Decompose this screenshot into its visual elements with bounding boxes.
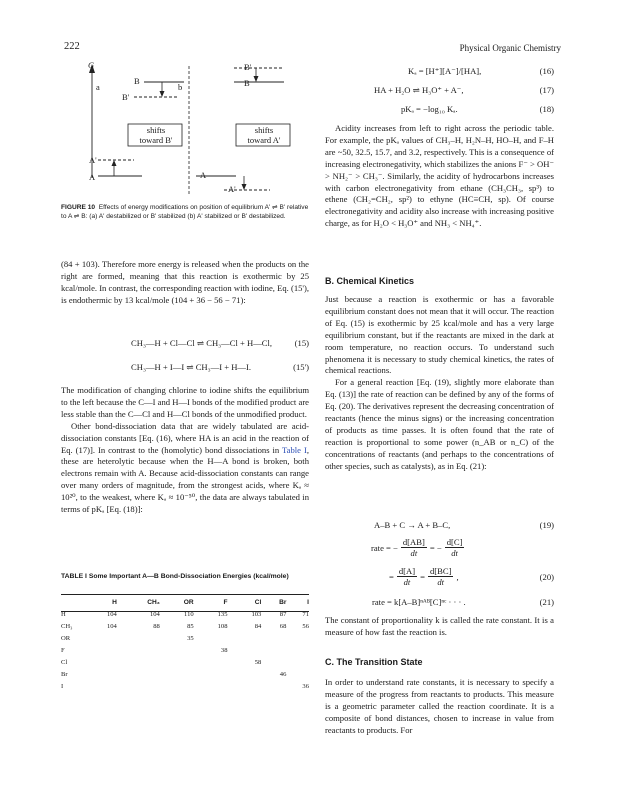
panel-b-label: b (178, 82, 183, 92)
left-paragraph-2: The modification of changing chlorine to iodine shifts the equilibrium to the left because the C—I and H—I bonds of the modified product are less stable than the C—Cl and H—Cl bonds of the unmodified product. (61, 385, 309, 419)
table-cell (194, 656, 228, 668)
fraction-dbc-dt (428, 566, 453, 587)
table-cell (261, 644, 286, 656)
table-body (61, 608, 309, 692)
table-row-label: Cl (61, 658, 68, 666)
left-paragraph-3-a: Other bond-dissociation data that are widely tabulated are acid-dissociation constants [Eq. (16), where HA is an acid in the reaction of Eq. (17)]. In contrast to the (homolytic) bond dissociations in (61, 420, 309, 455)
table-cell (286, 668, 309, 680)
table-cell: 38 (220, 646, 228, 654)
right-paragraph-4: The constant of proportionality k is called the rate constant. It is a measure of how fast the reaction is. (325, 615, 554, 637)
table-cell (160, 680, 194, 692)
table-row (61, 668, 309, 680)
equation-15-prime (131, 362, 309, 373)
g-label: G (88, 60, 95, 70)
equation-15 (131, 338, 309, 349)
table-cell (117, 644, 160, 656)
table-cell (117, 680, 160, 692)
equation-17-text: HA + H₂O ⇌ H₃O⁺ + A⁻, (374, 85, 464, 95)
box-b-text (238, 125, 290, 145)
table-cell (228, 680, 262, 692)
equation-21 (372, 597, 554, 607)
table-cell: 58 (254, 658, 262, 666)
table-cell: 88 (153, 622, 160, 630)
table-cell (261, 680, 286, 692)
table-cell (228, 632, 262, 644)
table-cell (83, 656, 117, 668)
table-cell: 87 (279, 610, 287, 618)
box-b-line1: shifts (254, 125, 274, 135)
figure-caption-text: Effects of energy modifications on position of equilibrium A' ⇌ B' relative to A ⇌ B: (a) A' destabilized or B' stabilized (b) A' stabilized or B' destabilized. (61, 204, 309, 220)
fraction-da-num: d[A] (398, 566, 416, 576)
table-cell (261, 632, 286, 644)
table-column-header: OR (183, 598, 194, 606)
level-A-b-label: A (200, 170, 207, 180)
table-cell (83, 644, 117, 656)
section-c-heading: C. The Transition State (325, 657, 423, 667)
table-cell (261, 656, 286, 668)
equation-17 (374, 85, 554, 96)
table-title: TABLE I Some Important A—B Bond-Dissociation Energies (kcal/mole) (61, 573, 289, 580)
table-cell: 103 (251, 610, 262, 618)
level-B-b-label: B (244, 78, 250, 88)
equation-20-number: (20) (539, 571, 554, 582)
fraction-dab-den: dt (410, 548, 418, 558)
right-paragraph-2: Just because a reaction is exothermic or has a favorable equilibrium constant does not mean that it will occur. The reaction of Eq. (15) is exothermic by 25 kcal/mole and has a very large equilibrium constant, but if the reactants are mixed in the dark at room temperature, no reaction occurs. To understand such phenomena it is necessary to study chemical kinetics, the rates of chemical reactions. (325, 294, 554, 376)
fraction-dab-dt (401, 537, 427, 558)
equation-17-number: (17) (539, 85, 554, 95)
figure-caption-label: FIGURE 10 (61, 204, 96, 211)
equation-19-text: A–B + C → A + B–C, (374, 520, 451, 530)
right-column-lower (325, 615, 554, 639)
table-cell: 104 (149, 610, 160, 618)
table-row-label: H (61, 610, 66, 618)
table-cell: 56 (302, 622, 309, 630)
equation-15-prime-text: CH₃—H + I—I ⇌ CH₃—I + H—I. (131, 362, 252, 372)
equation-19 (374, 520, 554, 530)
table-row (61, 680, 309, 692)
table-cell: 104 (106, 622, 117, 630)
left-column-top (61, 259, 309, 307)
shift-arrowhead-b (254, 76, 259, 82)
table-column-header: CH₃ (147, 598, 160, 606)
right-paragraph-3: For a general reaction [Eq. (19), slightly more elaborate than Eq. (13)] the rate of reaction can be defined by any of the forms of Eq. (20). The derivatives represent the decreasing concentration of reactants (hence the minus signs) or the increasing concentration of products as time passes. It is often found that the rate of reaction is proportional to some power (n_AB or n_C) of the concentrations of reactants (and perhaps to the concentrations of other species, such as catalysts), as in Eq. (21): (325, 377, 554, 471)
table-cell: 85 (187, 622, 194, 630)
table-cell: 84 (254, 622, 262, 630)
table-row-label: CH₃ (61, 622, 73, 630)
table-column-header: H (112, 598, 117, 606)
table-cell: 68 (279, 622, 287, 630)
box-b-line2: toward A' (247, 135, 281, 145)
equation-20-mid2: = (420, 571, 425, 582)
left-column-body (61, 385, 309, 516)
fraction-dc-dt (445, 537, 465, 558)
equation-18-text: pKₐ = −log₁₀ Kₐ. (401, 104, 458, 114)
table-cell: 36 (302, 682, 309, 690)
equation-16-text: Kₐ = [H⁺][A⁻]/[HA], (408, 66, 482, 76)
box-a-line1: shifts (146, 125, 166, 135)
table-cell (160, 668, 194, 680)
figure-caption (61, 204, 309, 221)
table-cell: 46 (279, 670, 287, 678)
table-column-header (61, 596, 83, 608)
box-a-line2: toward B' (139, 135, 173, 145)
table-row-label: OR (61, 634, 71, 642)
level-Aprime-b-label: A' (228, 184, 236, 194)
panel-a-label: a (96, 82, 100, 92)
table-cell (117, 668, 160, 680)
equation-18 (401, 104, 554, 114)
table-row-label: I (61, 682, 64, 690)
table-column-header: I (307, 598, 309, 606)
down-arrowhead-b (242, 184, 247, 190)
table-cell: 108 (217, 622, 228, 630)
table-row (61, 644, 309, 656)
equation-20-end: , (456, 571, 459, 582)
table-cell (160, 656, 194, 668)
table-cell (286, 644, 309, 656)
fraction-dbc-num: d[BC] (429, 566, 452, 576)
box-a-text (130, 125, 182, 145)
page-number: 222 (64, 41, 80, 52)
table-row (61, 620, 309, 632)
table-cell (286, 632, 309, 644)
right-column-bottom (325, 677, 554, 737)
right-column-mid (325, 294, 554, 473)
equation-15-prime-number: (15') (293, 362, 309, 372)
equation-15-text: CH₃—H + Cl—Cl ⇌ CH₃—Cl + H—Cl, (131, 338, 273, 348)
table-i-link[interactable]: Table I (282, 444, 307, 455)
equation-20-line1 (371, 537, 464, 558)
equation-20-eq: = (389, 571, 394, 582)
table-cell (228, 668, 262, 680)
fraction-da-den: dt (403, 577, 411, 587)
table-row-label: Br (61, 670, 68, 678)
table-cell (286, 656, 309, 668)
table-cell (117, 632, 160, 644)
table-row (61, 608, 309, 620)
level-A-a-label: A (89, 172, 96, 182)
equation-16 (408, 66, 554, 77)
fraction-dbc-den: dt (437, 577, 445, 587)
left-paragraph-1: (84 + 103). Therefore more energy is released when the products on the right are formed, meaning that this reaction is exothermic by 25 kcal/mole. In contrast, the corresponding reaction with iodine, Eq. (15'), is endothermic by 13 kcal/mole (104 + 36 − 56 − 71): (61, 259, 309, 305)
shift-arrowhead-a (160, 91, 165, 97)
table-column-header: Br (279, 598, 287, 606)
equation-20-mid: = − (429, 542, 442, 553)
table-row-label: F (61, 646, 65, 654)
equation-20-rate: rate = − (371, 542, 398, 553)
level-Bprime-a-label: B' (122, 92, 130, 102)
table-cell (83, 632, 117, 644)
fraction-dc-den: dt (451, 548, 458, 558)
left-paragraph-3-b: , these are heterolytic because when the H—A bond is broken, both electrons remain with A. Because acid-dissociation constants can range over many orders of magnitude, from the strongest acids, where Kₐ ≈ 10²⁰, to the weakest, where Kₐ ≈ 10⁻⁵⁰, the data are always tabulated in terms of pKₐ [Eq. (18)]: (61, 444, 309, 515)
equation-21-number: (21) (539, 597, 554, 607)
equation-15-number: (15) (294, 338, 309, 348)
table-row (61, 632, 309, 644)
table-header-row (61, 596, 309, 608)
equation-19-number: (19) (539, 520, 554, 530)
table-top-rule (61, 594, 309, 595)
table-column-header: Cl (254, 598, 262, 606)
table-cell (194, 680, 228, 692)
fraction-dc-num: d[C] (446, 537, 463, 547)
level-Aprime-a-label: A' (89, 155, 97, 165)
table-header-rule (61, 611, 309, 612)
table-cell: 104 (106, 610, 117, 618)
running-header: Physical Organic Chemistry (459, 43, 561, 53)
equation-20-line2 (389, 566, 554, 587)
table-cell: 35 (187, 634, 194, 642)
equation-21-text: rate = k[A–B]ⁿᴬᴮ[C]ⁿᶜ · · · . (372, 597, 466, 607)
fraction-dab-num: d[AB] (402, 537, 425, 547)
table-cell (194, 668, 228, 680)
table-cell: 110 (184, 610, 194, 618)
table-row (61, 656, 309, 668)
table-cell (160, 644, 194, 656)
table-column-header: F (223, 598, 228, 606)
equation-18-number: (18) (539, 104, 554, 114)
up-arrowhead-a (112, 160, 117, 166)
right-paragraph-1: Acidity increases from left to right across the periodic table. For example, the pKₐ values of CH₃–H, H₂N–H, HO–H, and F–H are ~50, 32.5, 15.7, and 3.2, respectively. This is a consequence of increasing electronegativity, which stabilizes the anions F⁻ > OH⁻ > NH₂⁻ > CH₃⁻. Similarly, the acidity of hydrocarbons increases with carbon electronegativity from ethane (CH₃CH₃, sp³) to ethene (CH₂=CH₂, sp²) to ethyne (HC≡CH, sp). Of course electronegativity and acidity also increase with increasing positive charge, as for H₂O < H₃O⁺ and NH₃ < NH₄⁺. (325, 123, 554, 229)
level-Bprime-b-label: B' (244, 62, 252, 72)
table-cell: 135 (217, 610, 228, 618)
table-cell (83, 668, 117, 680)
equation-16-number: (16) (539, 66, 554, 76)
left-paragraph-3 (61, 421, 309, 516)
level-B-a-label: B (134, 76, 140, 86)
right-column-top (325, 123, 554, 230)
table-cell: 71 (302, 610, 309, 618)
section-b-heading: B. Chemical Kinetics (325, 276, 415, 286)
table-cell (83, 680, 117, 692)
fraction-da-dt (397, 566, 417, 587)
table-cell (228, 644, 262, 656)
table-cell (117, 656, 160, 668)
table-cell (194, 632, 228, 644)
right-paragraph-5: In order to understand rate constants, it is necessary to specify a measure of the progress from reactants to products. This measure is a geometric parameter called the reaction coordinate. It is a composite of bond distances, chosen to increase in value from reactants to products. For (325, 677, 554, 735)
